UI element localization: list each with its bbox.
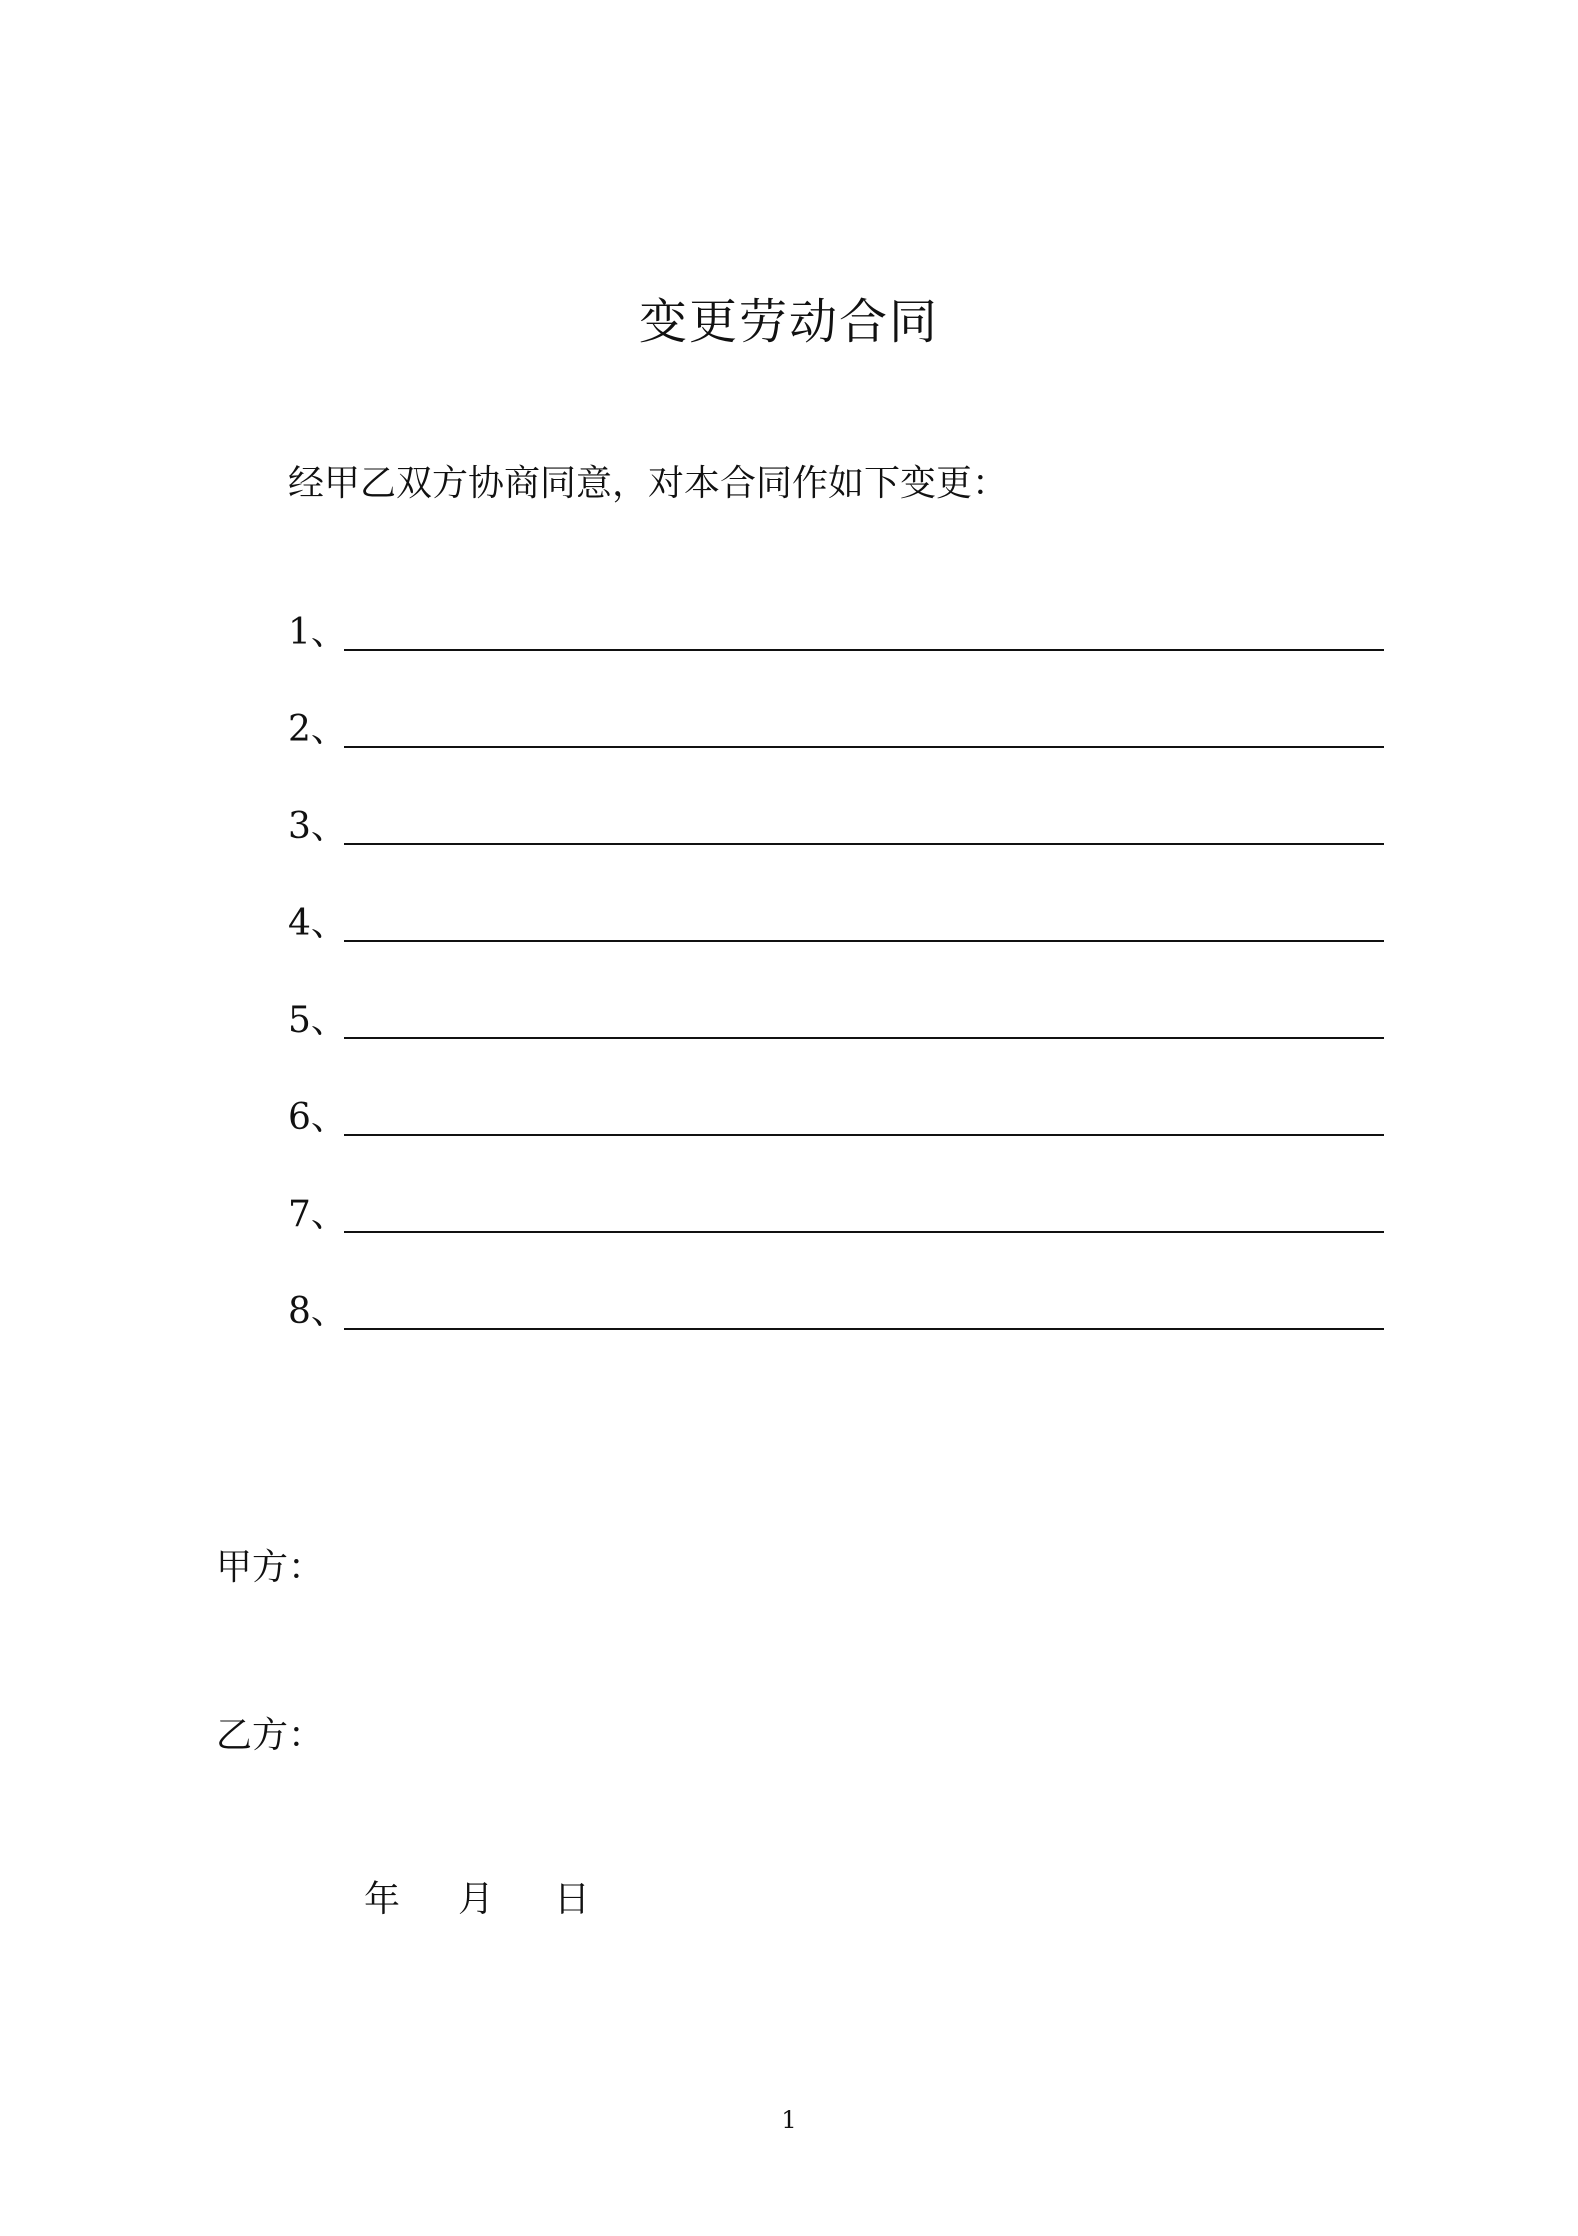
change-item-7 [288, 1142, 1388, 1239]
blank-fill-line [344, 1037, 1384, 1039]
signing-date [364, 1876, 590, 1924]
intro-paragraph: 经甲乙双方协商同意，对本合同作如下变更： [288, 463, 1009, 504]
change-item-4 [288, 851, 1388, 948]
blank-fill-line [344, 1328, 1384, 1330]
item-number: 4、 [288, 903, 347, 944]
item-number: 1、 [288, 612, 347, 653]
date-day-label: 日 [554, 1879, 591, 1920]
item-number: 5、 [288, 1000, 347, 1041]
blank-fill-line [344, 940, 1384, 942]
blank-fill-line [344, 1134, 1384, 1136]
change-item-3 [288, 754, 1388, 851]
blank-fill-line [344, 746, 1384, 748]
party-a-label: 甲方： [216, 1547, 325, 1588]
item-number: 7、 [288, 1194, 347, 1235]
item-number: 2、 [288, 709, 347, 750]
change-item-1 [288, 560, 1388, 657]
change-item-6 [288, 1045, 1388, 1142]
blank-fill-line [344, 843, 1384, 845]
item-number: 6、 [288, 1097, 347, 1138]
page-number: 1 [781, 2106, 797, 2134]
change-items-list [288, 560, 1388, 1336]
item-number: 8、 [288, 1291, 347, 1332]
blank-fill-line [344, 1231, 1384, 1233]
blank-fill-line [344, 649, 1384, 651]
date-month-label: 月 [458, 1879, 495, 1920]
document-title: 变更劳动合同 [638, 294, 939, 350]
date-year-label: 年 [364, 1879, 401, 1920]
change-item-8 [288, 1239, 1388, 1336]
change-item-5 [288, 948, 1388, 1045]
item-number: 3、 [288, 806, 347, 847]
change-item-2 [288, 657, 1388, 754]
party-b-label: 乙方： [216, 1715, 325, 1756]
